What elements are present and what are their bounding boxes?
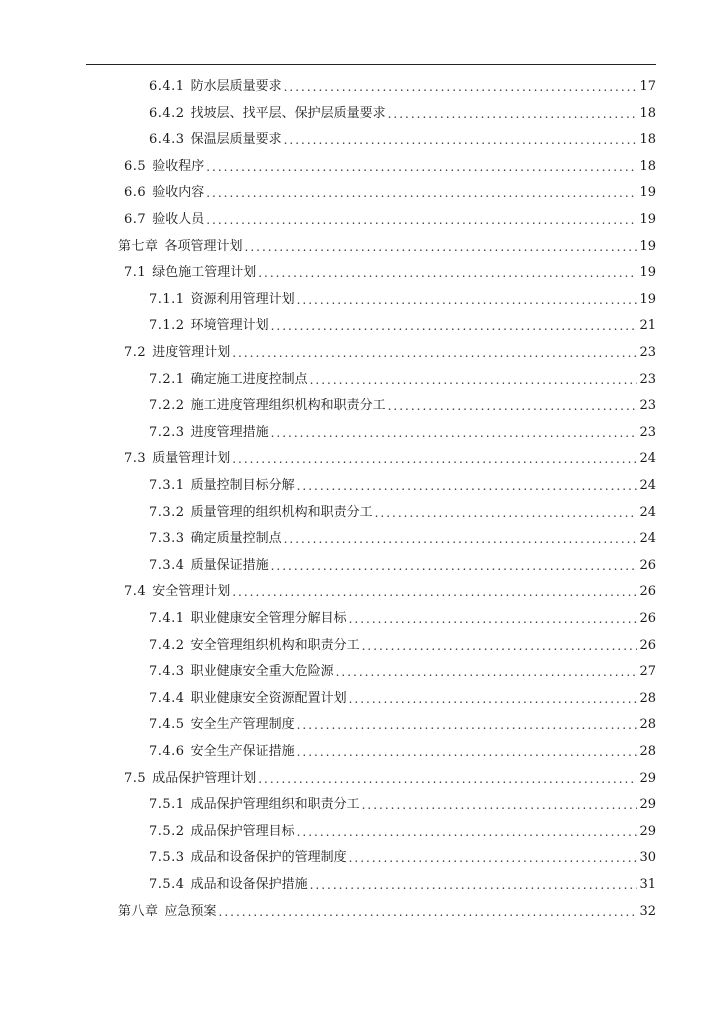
toc-entry-page-number: 24	[639, 451, 656, 467]
toc-entry-page-number: 21	[639, 318, 656, 334]
dot-leader	[271, 553, 638, 579]
toc-entry-page-number: 29	[639, 797, 656, 813]
toc-entry-page-number: 32	[639, 903, 656, 919]
toc-entry-number: 7.3	[124, 451, 147, 467]
dot-leader	[349, 845, 638, 871]
toc-entry-number: 7.2.2	[149, 398, 185, 414]
toc-entry-number: 7.4.3	[149, 664, 185, 680]
toc-entry[interactable]	[149, 313, 656, 339]
toc-entry[interactable]	[149, 686, 656, 712]
dot-leader	[219, 899, 638, 925]
toc-entry-page-number: 26	[639, 637, 656, 653]
dot-leader	[362, 792, 638, 818]
toc-entry-title: 质量管理的组织机构和职责分工	[190, 504, 373, 520]
toc-entry[interactable]	[124, 180, 656, 206]
toc-entry-number: 6.4.1	[149, 79, 185, 94]
toc-entry-number: 6.5	[124, 158, 147, 174]
dot-leader	[258, 260, 637, 286]
dot-leader	[258, 766, 637, 792]
toc-entry-number: 7.3.4	[149, 557, 185, 573]
toc-entry-number: 6.4.3	[149, 132, 185, 148]
toc-entry[interactable]	[149, 819, 656, 845]
toc-entry-number: 7.3.2	[149, 504, 185, 520]
toc-entry-page-number: 26	[639, 557, 656, 573]
toc-entry-title: 安全管理计划	[152, 584, 231, 600]
toc-entry-title: 资源利用管理计划	[190, 291, 295, 307]
toc-entry-number: 7.4.4	[149, 690, 185, 706]
dot-leader	[297, 473, 638, 499]
toc-entry-page-number: 29	[639, 823, 656, 839]
dot-leader	[388, 101, 638, 127]
toc-entry-page-number: 24	[639, 504, 656, 520]
toc-entry-title: 绿色施工管理计划	[152, 265, 257, 281]
toc-entry[interactable]	[149, 74, 656, 100]
toc-entry[interactable]	[149, 553, 656, 579]
toc-entry-number: 7.4.2	[149, 637, 185, 653]
dot-leader	[336, 659, 638, 685]
toc-entry-page-number: 28	[639, 717, 656, 733]
toc-entry[interactable]	[149, 101, 656, 127]
toc-entry-number: 第七章	[118, 238, 159, 254]
dot-leader	[206, 154, 637, 180]
toc-entry-title: 确定质量控制点	[190, 531, 282, 547]
dot-leader	[349, 606, 638, 632]
dot-leader	[284, 74, 638, 100]
toc-entry-title: 职业健康安全资源配置计划	[190, 690, 347, 706]
toc-entry[interactable]	[124, 579, 656, 605]
toc-entry-page-number: 30	[639, 850, 656, 866]
toc-entry-title: 成品保护管理组织和职责分工	[190, 797, 360, 813]
toc-entry-page-number: 23	[639, 398, 656, 414]
toc-entry[interactable]	[149, 127, 656, 153]
toc-entry[interactable]	[124, 766, 656, 792]
toc-entry-title: 成品保护管理目标	[190, 823, 295, 839]
toc-entry-page-number: 17	[639, 79, 656, 94]
dot-leader	[245, 234, 638, 260]
toc-entry[interactable]	[149, 659, 656, 685]
toc-entry[interactable]	[149, 287, 656, 313]
toc-entry-number: 7.5.1	[149, 797, 185, 813]
toc-entry-page-number: 31	[639, 877, 656, 892]
toc-entry[interactable]	[124, 260, 656, 286]
toc-entry-title: 成品和设备保护的管理制度	[190, 850, 347, 866]
toc-entry-title: 安全生产管理制度	[190, 717, 295, 733]
toc-entry[interactable]	[149, 633, 656, 659]
toc-entry-title: 各项管理计划	[164, 238, 243, 254]
toc-entry-page-number: 29	[639, 770, 656, 786]
toc-entry-title: 进度管理措施	[190, 424, 269, 440]
dot-leader	[349, 686, 638, 712]
toc-entry-page-number: 24	[639, 478, 656, 493]
toc-entry-page-number: 19	[639, 185, 656, 201]
toc-entry[interactable]	[118, 234, 656, 260]
toc-entry-number: 7.5.4	[149, 877, 185, 892]
toc-entry[interactable]	[124, 340, 656, 366]
toc-entry[interactable]	[149, 712, 656, 738]
toc-entry-number: 7.4.6	[149, 744, 185, 759]
toc-entry-page-number: 23	[639, 371, 656, 387]
toc-entry[interactable]	[124, 207, 656, 233]
toc-entry-title: 质量保证措施	[190, 557, 269, 573]
toc-entry-title: 找坡层、找平层、保护层质量要求	[190, 105, 386, 121]
dot-leader	[375, 500, 638, 526]
toc-entry-page-number: 23	[639, 424, 656, 440]
toc-entry-title: 进度管理计划	[152, 345, 231, 360]
toc-entry[interactable]	[149, 792, 656, 818]
toc-entry-title: 应急预案	[164, 903, 217, 919]
toc-entry-page-number: 26	[639, 611, 656, 626]
toc-entry-page-number: 19	[639, 265, 656, 281]
toc-entry[interactable]	[124, 154, 656, 180]
toc-entry-page-number: 26	[639, 584, 656, 600]
toc-entry-number: 6.4.2	[149, 105, 185, 121]
dot-leader	[297, 287, 638, 313]
dot-leader	[310, 872, 638, 898]
toc-entry-title: 成品和设备保护措施	[190, 877, 308, 892]
toc-entry-title: 职业健康安全管理分解目标	[190, 611, 347, 626]
toc-entry[interactable]	[149, 420, 656, 446]
dot-leader	[271, 420, 638, 446]
dot-leader	[206, 207, 637, 233]
toc-entry-page-number: 18	[639, 105, 656, 121]
toc-entry[interactable]	[149, 473, 656, 499]
toc-entry-number: 7.4.1	[149, 611, 185, 626]
toc-entry-number: 7.4.5	[149, 717, 185, 733]
dot-leader	[362, 633, 638, 659]
toc-entry-number: 7.5.3	[149, 850, 185, 866]
toc-entry-title: 验收人员	[152, 212, 205, 227]
toc-entry-page-number: 24	[639, 531, 656, 547]
toc-entry-page-number: 28	[639, 690, 656, 706]
toc-entry[interactable]	[149, 367, 656, 393]
toc-entry-page-number: 19	[639, 212, 656, 227]
toc-entry-page-number: 18	[639, 132, 656, 148]
toc-entry-number: 7.1	[124, 265, 147, 281]
toc-entry-number: 第八章	[118, 903, 159, 919]
toc-entry-title: 环境管理计划	[190, 318, 269, 334]
toc-entry-number: 7.5.2	[149, 823, 185, 839]
toc-entry[interactable]	[149, 872, 656, 898]
toc-entry-number: 7.2.1	[149, 371, 185, 387]
toc-entry-number: 7.3.3	[149, 531, 185, 547]
toc-entry[interactable]	[149, 500, 656, 526]
dot-leader	[310, 367, 638, 393]
dot-leader	[232, 340, 637, 366]
dot-leader	[297, 819, 638, 845]
dot-leader	[206, 180, 637, 206]
toc-entry-title: 防水层质量要求	[190, 79, 282, 94]
toc-entry-title: 成品保护管理计划	[152, 770, 257, 786]
toc-entry-number: 7.2	[124, 345, 147, 360]
toc-entry-title: 质量控制目标分解	[190, 478, 295, 493]
dot-leader	[297, 739, 638, 765]
toc-entry-number: 6.6	[124, 185, 147, 201]
toc-entry-title: 验收内容	[152, 185, 205, 201]
toc-entry-title: 确定施工进度控制点	[190, 371, 308, 387]
toc-entry[interactable]	[118, 899, 656, 925]
toc-entry-number: 7.2.3	[149, 424, 185, 440]
toc-entry-title: 安全管理组织机构和职责分工	[190, 637, 360, 653]
toc-entry-title: 质量管理计划	[152, 451, 231, 467]
toc-entry[interactable]	[149, 526, 656, 552]
dot-leader	[297, 712, 638, 738]
dot-leader	[284, 127, 638, 153]
toc-entry[interactable]	[149, 845, 656, 871]
dot-leader	[232, 579, 637, 605]
dot-leader	[271, 313, 638, 339]
toc-entry-number: 7.1.2	[149, 318, 185, 334]
toc-entry[interactable]	[124, 446, 656, 472]
toc-entry-number: 7.5	[124, 770, 147, 786]
toc-entry-page-number: 28	[639, 744, 656, 759]
toc-entry-number: 6.7	[124, 212, 147, 227]
toc-entry[interactable]	[149, 606, 656, 632]
toc-entry-page-number: 19	[639, 238, 656, 254]
dot-leader	[388, 393, 638, 419]
toc-entry-number: 7.4	[124, 584, 147, 600]
toc-entry-page-number: 18	[639, 158, 656, 174]
toc-entry-number: 7.3.1	[149, 478, 185, 493]
toc-entry-page-number: 27	[639, 664, 656, 680]
header-rule	[86, 64, 656, 65]
toc-entry-title: 安全生产保证措施	[190, 744, 295, 759]
dot-leader	[232, 446, 637, 472]
toc-entry-page-number: 23	[639, 345, 656, 360]
toc-entry[interactable]	[149, 393, 656, 419]
toc-entry-title: 保温层质量要求	[190, 132, 282, 148]
toc-entry-title: 施工进度管理组织机构和职责分工	[190, 398, 386, 414]
dot-leader	[284, 526, 638, 552]
toc-entry[interactable]	[149, 739, 656, 765]
toc-entry-title: 验收程序	[152, 158, 205, 174]
toc-entry-title: 职业健康安全重大危险源	[190, 664, 334, 680]
toc-entry-number: 7.1.1	[149, 291, 185, 307]
toc-entry-page-number: 19	[639, 291, 656, 307]
